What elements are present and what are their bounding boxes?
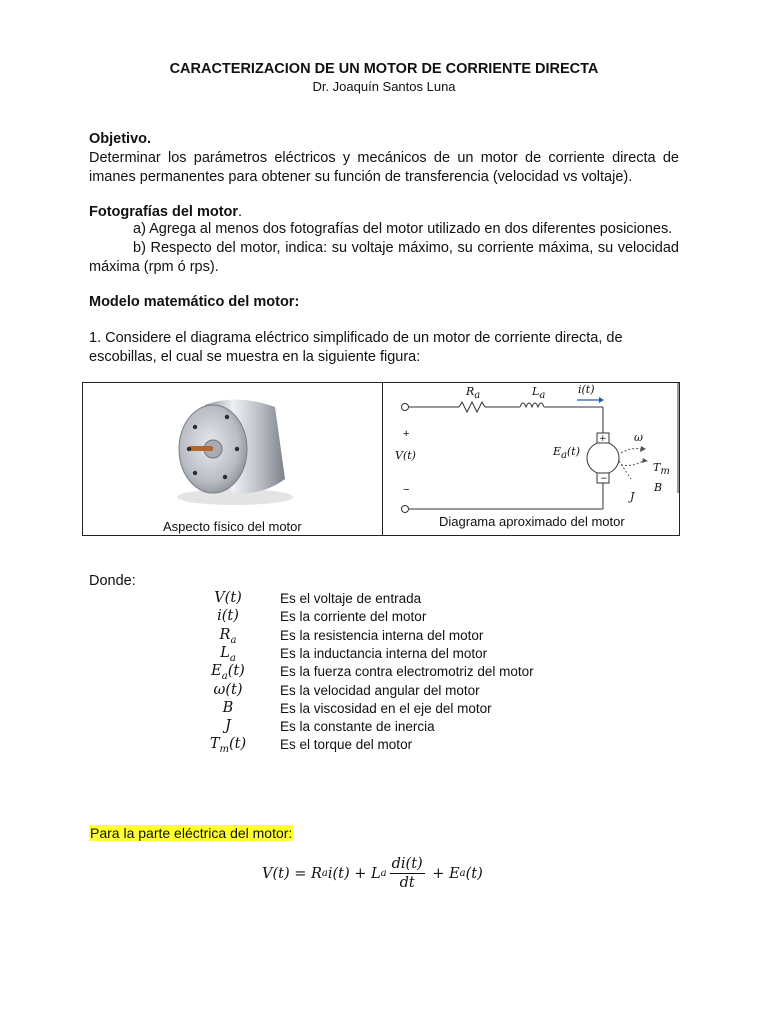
diagram-inertia-label: J [630, 490, 635, 503]
definition-symbol: $L_a$ [220, 644, 236, 664]
document-title: CARACTERIZACION DE UN MOTOR DE CORRIENTE DIRECTA [169, 61, 599, 77]
definition-text: Es el torque del motor [280, 737, 413, 753]
definition-text: Es la velocidad angular del motor [280, 682, 480, 698]
definition-symbol: B [222, 699, 234, 716]
definition-symbol: $T_m(t)$ [209, 736, 247, 756]
photos-heading-label: Fotografías del motor [89, 204, 239, 220]
definition-symbol: $R_a$ [219, 626, 237, 646]
definition-symbol: V(t) [214, 590, 242, 606]
motor-circuit-diagram [385, 383, 679, 515]
figure-divider [382, 383, 383, 535]
electrical-equation [262, 856, 483, 891]
definition-text: Es la fuerza contra electromotriz del motor [280, 664, 534, 680]
equation-la: L [371, 865, 381, 882]
fraction-denominator: dt [399, 875, 415, 891]
definition-symbol: i(t) [217, 608, 239, 625]
objective-text: Determinar los parámetros eléctricos y mecánicos de un motor de corriente directa de imanes permanentes para obtener su función de transferencia (velocidad vs voltaje). [89, 150, 679, 185]
definition-symbol: ω(t) [213, 681, 243, 698]
figure-left-caption: Aspecto físico del motor [163, 519, 302, 534]
document-author: Dr. Joaquín Santos Luna [312, 79, 456, 94]
diagram-torque-label: $T_m$ [653, 461, 670, 478]
diagram-friction-label: B [654, 481, 663, 494]
equation-ra-sub: a [321, 868, 328, 879]
electrical-heading [89, 825, 293, 843]
definition-text: Es la inductancia interna del motor [280, 645, 488, 661]
photos-heading-dot: . [238, 204, 243, 220]
definitions-heading: Donde: [89, 573, 136, 589]
equation-la-sub: a [380, 868, 387, 879]
equation-ra: R [310, 865, 322, 882]
diagram-omega-label: ω [634, 431, 643, 444]
photos-item-a: a) Agrega al menos dos fotografías del motor utilizado en dos diferentes posiciones. [133, 221, 673, 237]
equation-lhs: V(t) = [262, 865, 311, 882]
svg-text:+: + [599, 434, 607, 444]
definition-symbol: $E_a(t)$ [211, 663, 245, 683]
definition-text: Es la viscosidad en el eje del motor [280, 700, 492, 716]
model-heading: Modelo matemático del motor: [89, 294, 300, 310]
definition-text: Es la resistencia interna del motor [280, 627, 484, 643]
figure-right-caption: Diagrama aproximado del motor [439, 514, 625, 529]
definition-text: Es el voltaje de entrada [280, 591, 422, 606]
motor-photo-image [165, 389, 305, 509]
equation-ea-sub: a [459, 868, 466, 879]
definition-symbol: J [225, 718, 231, 735]
diagram-la-label: $L_a$ [532, 385, 546, 402]
equation-fraction [390, 856, 425, 891]
model-item-1: 1. Considere el diagrama eléctrico simplificado de un motor de corriente directa, de escobillas, el cual se muestra en la siguiente figura: [89, 330, 623, 365]
diagram-voltage-label: V(t) [395, 449, 416, 462]
equation-plus: + [427, 865, 450, 882]
diagram-minus-label: − [403, 484, 410, 496]
equation-ea-arg: (t) [465, 865, 483, 882]
diagram-plus-label: + [403, 428, 410, 440]
definition-text: Es la constante de inercia [280, 719, 435, 735]
objective-heading: Objetivo. [89, 131, 152, 147]
diagram-emf-label: $E_a(t)$ [553, 445, 581, 462]
definition-text: Es la corriente del motor [280, 609, 427, 625]
photos-heading [89, 203, 242, 222]
motor-figure [82, 382, 680, 536]
electrical-heading-text: Para la parte eléctrica del motor: [90, 825, 293, 841]
diagram-current-label: i(t) [578, 383, 595, 396]
equation-ea: E [449, 865, 460, 882]
equation-term1: i(t) + [327, 865, 372, 882]
photos-item-b: b) Respecto del motor, indica: su voltaje máximo, su corriente máxima, su velocidad máxima (rpm ó rps). [89, 240, 679, 275]
svg-text:−: − [600, 474, 608, 484]
diagram-ra-label: $R_a$ [466, 385, 481, 402]
fraction-numerator: di(t) [391, 856, 423, 872]
